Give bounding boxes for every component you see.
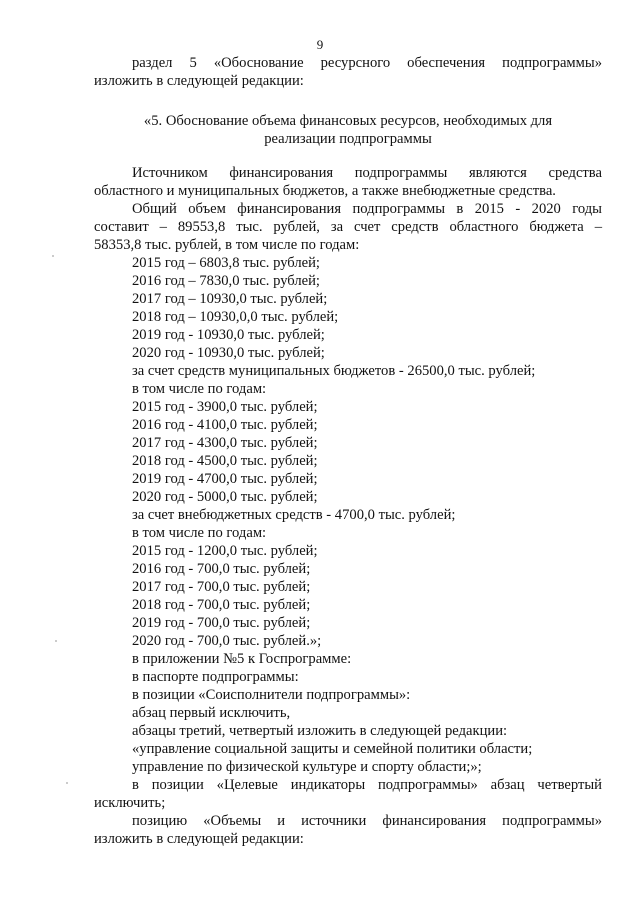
indicators-line-2: исключить; (94, 795, 166, 811)
regional-year-2020: 2020 год - 10930,0 тыс. рублей; (132, 345, 325, 361)
page-number: 9 (316, 37, 324, 52)
amendment-sports: управление по физической культуре и спорту области;»; (132, 759, 482, 775)
regional-year-2018: 2018 год – 10930,0,0 тыс. рублей; (132, 309, 339, 325)
amendment-third-fourth: абзацы третий, четвертый изложить в следующей редакции: (132, 723, 508, 739)
extrabudget-year-2015: 2015 год - 1200,0 тыс. рублей; (132, 543, 318, 559)
amendment-first-paragraph: абзац первый исключить, (132, 705, 291, 721)
volumes-line-2: изложить в следующей редакции: (94, 831, 304, 847)
total-line-2: составит – 89553,8 тыс. рублей, за счет средств областного бюджета – (94, 219, 602, 235)
regional-year-2015: 2015 год – 6803,8 тыс. рублей; (132, 255, 320, 271)
scan-speck (52, 255, 54, 257)
municipal-year-2018: 2018 год - 4500,0 тыс. рублей; (132, 453, 318, 469)
total-line-3: 58353,8 тыс. рублей, в том числе по годам: (94, 237, 360, 253)
section-heading-line-1: «5. Обоснование объема финансовых ресурсов, необходимых для (143, 113, 553, 129)
municipal-by-years: в том числе по годам: (132, 381, 267, 397)
sources-line-1: Источником финансирования подпрограммы являются средства (132, 165, 602, 181)
amendment-passport: в паспорте подпрограммы: (132, 669, 299, 685)
amendment-appendix: в приложении №5 к Госпрограмме: (132, 651, 352, 667)
extrabudget-heading: за счет внебюджетных средств - 4700,0 тыс. рублей; (132, 507, 456, 523)
sources-line-2: областного и муниципальных бюджетов, а также внебюджетные средства. (94, 183, 556, 199)
amendment-social-protection: «управление социальной защиты и семейной политики области; (132, 741, 533, 757)
extrabudget-year-2016: 2016 год - 700,0 тыс. рублей; (132, 561, 311, 577)
intro-line-1: раздел 5 «Обоснование ресурсного обеспечения подпрограммы» (132, 55, 602, 71)
municipal-year-2015: 2015 год - 3900,0 тыс. рублей; (132, 399, 318, 415)
scan-speck (66, 782, 68, 784)
municipal-year-2019: 2019 год - 4700,0 тыс. рублей; (132, 471, 318, 487)
indicators-line-1: в позиции «Целевые индикаторы подпрограммы» абзац четвертый (132, 777, 602, 793)
municipal-year-2016: 2016 год - 4100,0 тыс. рублей; (132, 417, 318, 433)
scan-speck (55, 640, 57, 642)
municipal-year-2020: 2020 год - 5000,0 тыс. рублей; (132, 489, 318, 505)
regional-year-2019: 2019 год - 10930,0 тыс. рублей; (132, 327, 325, 343)
regional-year-2016: 2016 год – 7830,0 тыс. рублей; (132, 273, 320, 289)
regional-year-2017: 2017 год – 10930,0 тыс. рублей; (132, 291, 328, 307)
extrabudget-year-2020: 2020 год - 700,0 тыс. рублей.»; (132, 633, 322, 649)
intro-line-2: изложить в следующей редакции: (94, 73, 304, 89)
extrabudget-year-2018: 2018 год - 700,0 тыс. рублей; (132, 597, 311, 613)
extrabudget-by-years: в том числе по годам: (132, 525, 267, 541)
extrabudget-year-2017: 2017 год - 700,0 тыс. рублей; (132, 579, 311, 595)
extrabudget-year-2019: 2019 год - 700,0 тыс. рублей; (132, 615, 311, 631)
amendment-coexecutors: в позиции «Соисполнители подпрограммы»: (132, 687, 411, 703)
volumes-line-1: позицию «Объемы и источники финансирования подпрограммы» (132, 813, 602, 829)
municipal-heading: за счет средств муниципальных бюджетов - 26500,0 тыс. рублей; (132, 363, 536, 379)
municipal-year-2017: 2017 год - 4300,0 тыс. рублей; (132, 435, 318, 451)
total-line-1: Общий объем финансирования подпрограммы в 2015 - 2020 годы (132, 201, 602, 217)
section-heading-line-2: реализации подпрограммы (264, 131, 432, 147)
